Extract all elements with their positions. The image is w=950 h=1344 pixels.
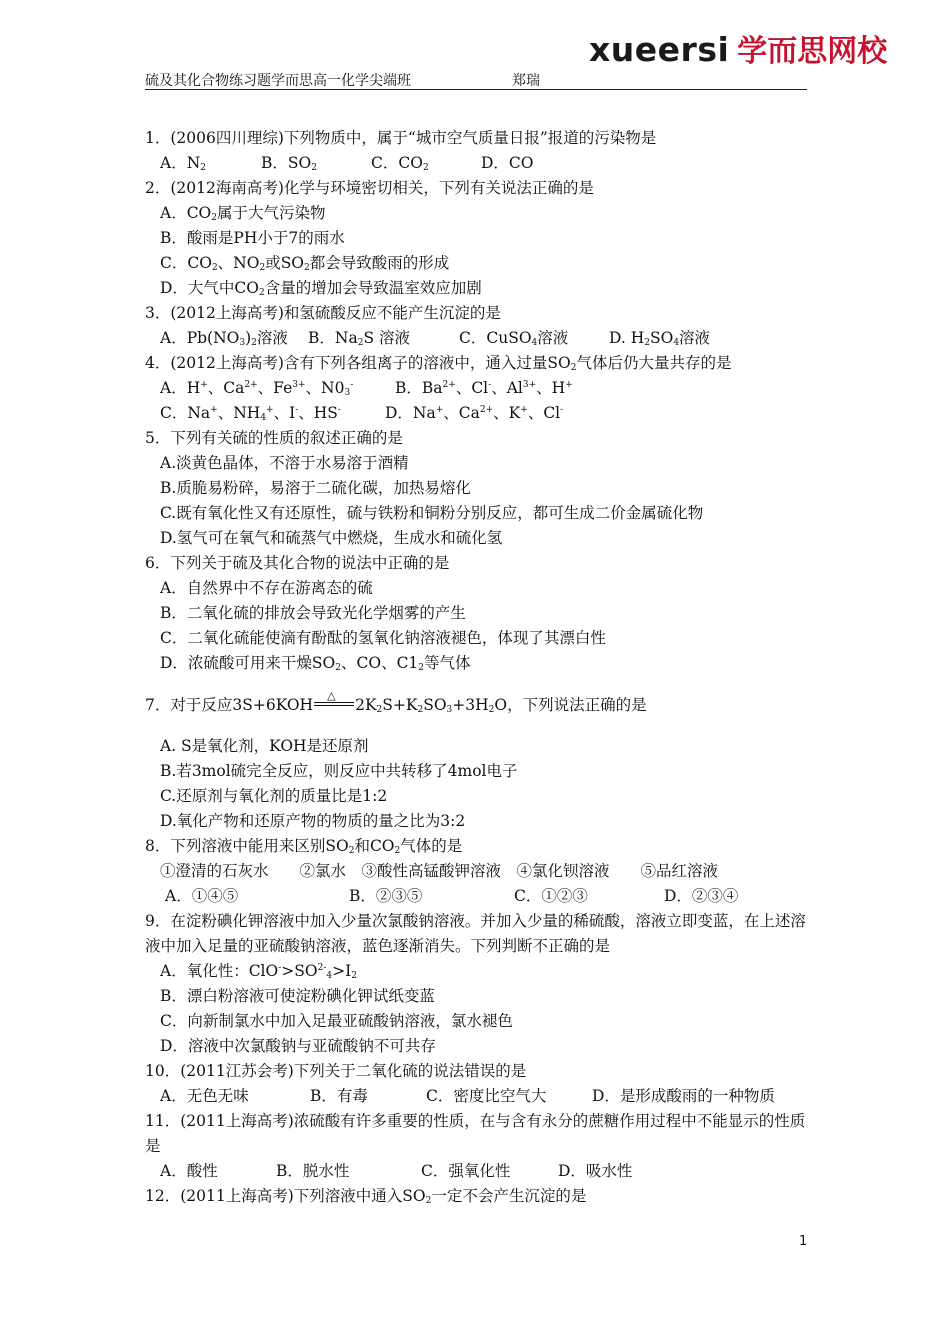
option-9a: A．氧化性：$ClO^->SO^{2-}_4>I_2$ (160, 962, 357, 981)
option-3b: B．$Na_2S$ 溶液 (308, 329, 410, 348)
option-1b: B．$SO_2$ (261, 154, 317, 173)
option-1c: C．$CO_2$ (371, 154, 429, 173)
option-7a: A. S是氧化剂，KOH是还原剂 (160, 737, 369, 755)
option-10a: A．无色无味 (160, 1087, 249, 1105)
option-2d: D．大气中$CO_2$含量的增加会导致温室效应加剧 (160, 279, 482, 298)
header-rule (145, 89, 807, 90)
question-12-stem: 12．(2011上海高考)下列溶液中通入$SO_2$一定不会产生沉淀的是 (145, 1187, 587, 1206)
question-8-stem: 8．下列溶液中能用来区别$SO_2$和$CO_2$气体的是 (145, 837, 463, 856)
option-6c: C．二氧化硫能使滴有酚酞的氢氧化钠溶液褪色，体现了其漂白性 (160, 629, 606, 647)
option-11c: C．强氧化性 (421, 1162, 511, 1180)
option-5b: B.质脆易粉碎，易溶于二硫化碳，加热易熔化 (160, 479, 471, 497)
question-1-stem: 1．(2006四川理综)下列物质中，属于“城市空气质量日报”报道的污染物是 (145, 129, 657, 147)
question-8-items: ①澄清的石灰水 ②氯水 ③酸性高锰酸钾溶液 ④氯化钡溶液 ⑤品红溶液 (160, 862, 719, 880)
option-10d: D．是形成酸雨的一种物质 (592, 1087, 775, 1105)
question-4-options-ab (145, 376, 807, 401)
option-7d: D.氧化产物和还原产物的物质的量之比为3:2 (160, 812, 466, 830)
question-list (145, 126, 807, 1209)
option-3c: C．CuSO$_4$溶液 (459, 329, 569, 348)
header-author: 郑瑞 (512, 73, 540, 89)
question-10-options (145, 1084, 807, 1109)
question-4-options-cd (145, 401, 807, 426)
option-4a: A．H+、$Ca^{2+}$、$Fe^{3+}$、$N0_3^-$ (160, 379, 354, 398)
question-9-stem: 9．在淀粉碘化钾溶液中加入少量次氯酸钠溶液。并加入少量的稀硫酸，溶液立即变蓝，在上述溶液中加入足量的亚硫酸钠溶液，蓝色逐渐消失。下列判断不正确的是 (145, 912, 806, 955)
question-6-stem: 6．下列关于硫及其化合物的说法中正确的是 (145, 554, 450, 572)
reaction-condition: △ (314, 699, 354, 713)
option-9b: B．漂白粉溶液可使淀粉碘化钾试纸变蓝 (160, 987, 435, 1005)
question-10-stem: 10．(2011江苏会考)下列关于二氧化硫的说法错误的是 (145, 1062, 527, 1080)
page-header (145, 70, 540, 90)
option-8a: A．①④⑤ (165, 887, 239, 905)
option-5a: A.淡黄色晶体，不溶于水易溶于酒精 (160, 454, 409, 472)
option-5c: C.既有氧化性又有还原性，硫与铁粉和铜粉分别反应，都可生成二价金属硫化物 (160, 504, 704, 522)
option-11a: A．酸性 (160, 1162, 218, 1180)
option-6b: B．二氧化硫的排放会导致光化学烟雾的产生 (160, 604, 466, 622)
option-1d: D．CO (481, 154, 534, 172)
question-1-options (145, 151, 807, 176)
option-7b: B.若3mol硫完全反应，则反应中共转移了4mol电子 (160, 762, 518, 780)
option-11b: B．脱水性 (276, 1162, 350, 1180)
option-9d: D．溶液中次氯酸钠与亚硫酸钠不可共存 (160, 1037, 436, 1055)
question-7-stem: 7．对于反应3S+6KOH △ $2K_2S+K_2SO_3+3H_2O$，下列说法正确的是 (145, 689, 647, 715)
logo-text-en: xueersi (589, 30, 730, 69)
option-10b: B．有毒 (310, 1087, 368, 1105)
option-2c: C．$CO_2$、$NO_2$或$SO_2$都会导致酸雨的形成 (160, 254, 450, 273)
option-2b: B．酸雨是PH小于7的雨水 (160, 229, 345, 247)
question-11-stem: 11．(2011上海高考)浓硫酸有许多重要的性质，在与含有永分的蔗糖作用过程中不能显示的性质是 (145, 1112, 806, 1155)
question-11-options (145, 1159, 807, 1184)
option-3d: D. $H_2SO_4$溶液 (609, 329, 711, 348)
option-9c: C．向新制氯水中加入足最亚硫酸钠溶液，氯水褪色 (160, 1012, 513, 1030)
option-4c: C．Na+、$NH_4^+$、I-、HS- (160, 404, 341, 423)
option-11d: D．吸水性 (558, 1162, 633, 1180)
option-6d: D．浓硫酸可用来干燥$SO_2$、CO、$C1_2$等气体 (160, 654, 471, 673)
option-10c: C．密度比空气大 (426, 1087, 547, 1105)
option-4b: B．$Ba^{2+}$、Cl-、$Al^{3+}$、H+ (395, 379, 573, 397)
option-5d: D.氢气可在氧气和硫蒸气中燃烧，生成水和硫化氢 (160, 529, 503, 547)
question-4-stem: 4．(2012上海高考)含有下列各组离子的溶液中，通入过量$SO_2$气体后仍大量共存的是 (145, 354, 732, 373)
option-2a: A．$CO_2$属于大气污染物 (160, 204, 326, 223)
question-5-stem: 5．下列有关硫的性质的叙述正确的是 (145, 429, 403, 447)
question-3-stem: 3．(2012上海高考)和氢硫酸反应不能产生沉淀的是 (145, 304, 501, 322)
option-4d: D．Na+、$Ca^{2+}$、K+、Cl- (385, 404, 564, 422)
question-2-stem: 2．(2012海南高考)化学与环境密切相关，下列有关说法正确的是 (145, 179, 594, 197)
page-number: 1 (799, 1234, 808, 1249)
option-8d: D．②③④ (664, 887, 739, 905)
option-8b: B．②③⑤ (349, 887, 423, 905)
option-1a: A．$N_2$ (160, 154, 206, 173)
header-title: 硫及其化合物练习题学而思高一化学尖端班 (145, 73, 411, 89)
question-8-options (145, 884, 807, 909)
option-7c: C.还原剂与氧化剂的质量比是1:2 (160, 787, 388, 805)
option-3a: A．$Pb(NO_3)_2$溶液 (160, 329, 288, 348)
option-6a: A．自然界中不存在游离态的硫 (160, 579, 373, 597)
question-3-options (145, 326, 807, 351)
brand-logo (589, 26, 888, 69)
option-8c: C．①②③ (514, 887, 588, 905)
logo-text-cn: 学而思网校 (737, 34, 888, 69)
